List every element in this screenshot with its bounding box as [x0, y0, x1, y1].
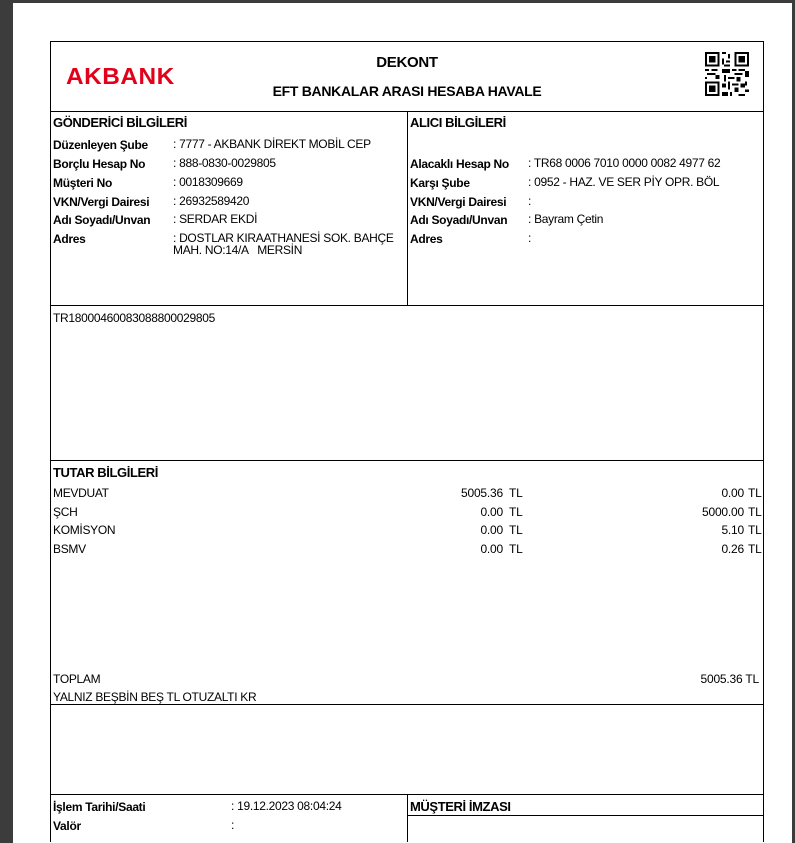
amount-right-unit: TL	[748, 523, 762, 537]
divider	[51, 305, 763, 306]
receiver-label: Adres	[410, 232, 443, 246]
sender-value: : SERDAR EKDİ	[173, 212, 258, 226]
amount-right-unit: TL	[748, 486, 762, 500]
sender-label: Adı Soyadı/Unvan	[53, 213, 151, 227]
footer-row	[53, 818, 235, 833]
sender-value: : 0018309669	[173, 175, 243, 189]
receiver-row	[410, 212, 604, 227]
receiver-value: : 0952 - HAZ. VE SER PİY OPR. BÖL	[528, 175, 720, 189]
receiver-value: : Bayram Çetin	[528, 212, 604, 226]
sender-label: VKN/Vergi Dairesi	[53, 195, 150, 209]
amount-mid-value: 0.00	[480, 523, 503, 537]
sender-value: : 7777 - AKBANK DİREKT MOBİL CEP	[173, 137, 371, 151]
footer-value: : 19.12.2023 08:04:24	[231, 799, 342, 813]
sender-value: : 26932589420	[173, 194, 250, 208]
amount-right-unit: TL	[748, 542, 762, 556]
sender-row	[53, 137, 371, 152]
receiver-row	[410, 194, 532, 209]
sender-row	[53, 175, 243, 190]
total-value: 5005.36 TL	[700, 672, 759, 686]
amount-right-value: 5.10	[721, 523, 744, 537]
receiver-label: VKN/Vergi Dairesi	[410, 195, 507, 209]
amount-label: ŞCH	[53, 505, 78, 519]
sender-address-value: : DOSTLAR KIRAATHANESİ SOK. BAHÇE MAH. NO:14/A MERSİN	[173, 231, 394, 257]
sender-label: Düzenleyen Şube	[53, 138, 148, 152]
sender-row	[53, 212, 258, 227]
akbank-logo: AKBANK	[66, 63, 175, 89]
receiver-label: Alacaklı Hesap No	[410, 157, 509, 171]
receipt-title: DEKONT	[376, 54, 438, 71]
description-text: TR18000460083088800029805	[53, 311, 215, 325]
amount-right-value: 5000.00	[702, 505, 744, 519]
amount-right-value: 0.00	[721, 486, 744, 500]
divider	[407, 794, 408, 842]
amount-label: MEVDUAT	[53, 486, 109, 500]
amount-mid-unit: TL	[509, 523, 523, 537]
amount-in-words: YALNIZ BEŞBİN BEŞ TL OTUZALTI KR	[53, 690, 257, 704]
footer-value: :	[231, 818, 235, 832]
receiver-label: Adı Soyadı/Unvan	[410, 213, 508, 227]
amount-mid-value: 5005.36	[461, 486, 503, 500]
amount-mid-value: 0.00	[480, 542, 503, 556]
sender-section-title: GÖNDERİCİ BİLGİLERİ	[53, 115, 187, 130]
divider	[407, 111, 408, 305]
receiver-label: Karşı Şube	[410, 176, 470, 190]
amount-mid-value: 0.00	[480, 505, 503, 519]
amount-right-value: 0.26	[721, 542, 744, 556]
amount-mid-unit: TL	[509, 505, 523, 519]
amount-right-unit: TL	[748, 505, 762, 519]
sender-row	[53, 231, 394, 257]
document-page	[13, 3, 792, 843]
receiver-row	[410, 156, 721, 171]
sender-label: Müşteri No	[53, 176, 113, 190]
qr-code-icon	[705, 52, 749, 96]
receiver-section-title: ALICI BİLGİLERİ	[410, 115, 506, 130]
amount-label: KOMİSYON	[53, 523, 116, 537]
receipt	[50, 41, 764, 842]
receiver-value: : TR68 0006 7010 0000 0082 4977 62	[528, 156, 721, 170]
footer-label: Valör	[53, 819, 81, 833]
amounts-section-title: TUTAR BİLGİLERİ	[53, 465, 158, 480]
sender-label: Adres	[53, 232, 86, 246]
footer-row	[53, 799, 342, 814]
receiver-value: :	[528, 231, 532, 245]
receiver-row	[410, 231, 532, 246]
sender-label: Borçlu Hesap No	[53, 157, 146, 171]
amount-label: BSMV	[53, 542, 86, 556]
receiver-value: :	[528, 194, 532, 208]
sender-value: : 888-0830-0029805	[173, 156, 276, 170]
amount-mid-unit: TL	[509, 486, 523, 500]
divider	[51, 460, 763, 461]
amount-mid-unit: TL	[509, 542, 523, 556]
divider	[408, 815, 763, 816]
footer-label: İşlem Tarihi/Saati	[53, 800, 146, 814]
divider	[51, 704, 763, 705]
sender-row	[53, 194, 250, 209]
sender-row	[53, 156, 276, 171]
receipt-subtitle: EFT BANKALAR ARASI HESABA HAVALE	[272, 83, 542, 99]
total-label: TOPLAM	[53, 672, 101, 686]
receiver-row	[410, 175, 720, 190]
signature-title: MÜŞTERİ İMZASI	[410, 799, 511, 814]
